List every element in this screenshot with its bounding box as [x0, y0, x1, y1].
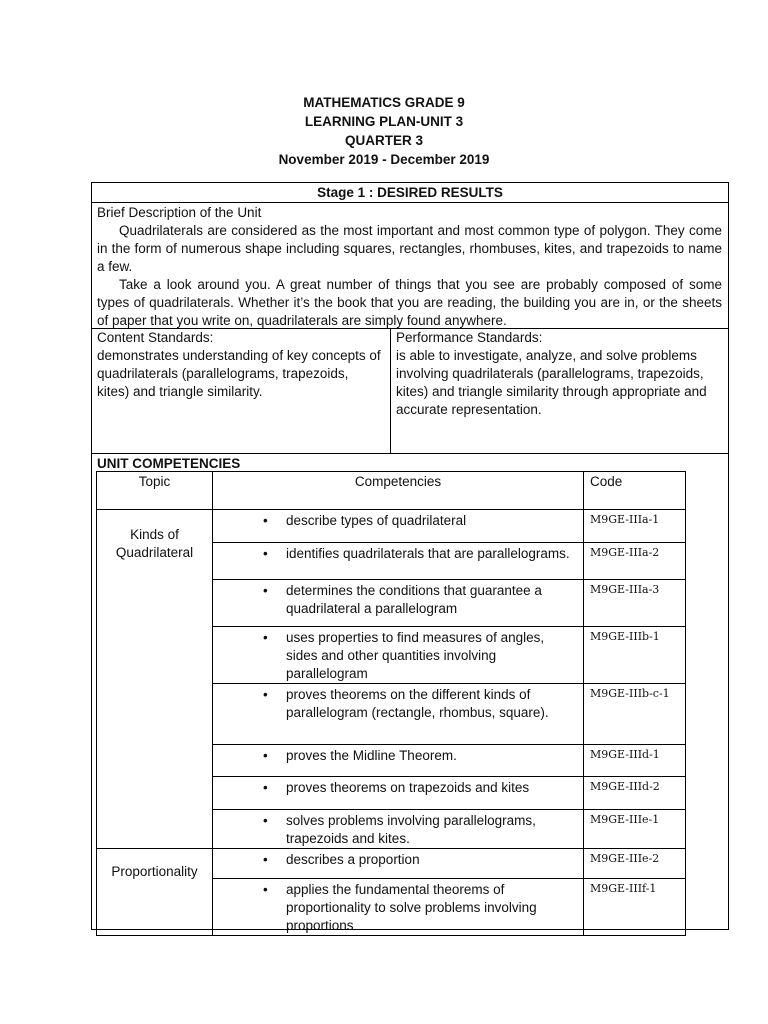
bullet: •: [263, 882, 268, 897]
competency-code: M9GE-IIIa-1: [584, 510, 686, 543]
topic-header: Topic: [97, 472, 213, 510]
competency-cell: [213, 510, 584, 543]
competency-cell: [213, 810, 584, 849]
brief-paragraph-2: Take a look around you. A great number of things that you see are probably composed of some types of quadrilaterals. Whether it’s the book that you are reading, the building you are in, or the sheets of paper that you write on, quadrilaterals are simply found anywhere.: [97, 277, 722, 328]
competency-code: M9GE-IIIa-2: [584, 543, 686, 580]
bullet: •: [263, 813, 268, 828]
topic-kinds-of-quadrilateral: Kinds of Quadrilateral: [97, 510, 213, 849]
standards-row: [92, 329, 728, 454]
competency-text: describe types of quadrilateral: [286, 513, 467, 528]
header-subject: MATHEMATICS GRADE 9: [303, 95, 465, 110]
competency-text: proves theorems on trapezoids and kites: [286, 780, 530, 795]
competencies-header: Competencies: [213, 472, 584, 510]
competency-text: solves problems involving parallelograms, trapezoids and kites.: [286, 813, 536, 846]
table-header-row: [97, 472, 686, 510]
competency-cell: [213, 580, 584, 627]
competency-code: M9GE-IIIf-1: [584, 879, 686, 936]
code-header: Code: [584, 472, 686, 510]
competency-code: M9GE-IIIe-1: [584, 810, 686, 849]
competency-code: M9GE-IIId-1: [584, 745, 686, 777]
content-standards-label: Content Standards:: [97, 330, 214, 345]
stage-title: Stage 1 : DESIRED RESULTS: [92, 183, 728, 203]
competency-cell: [213, 684, 584, 745]
content-standards-text: demonstrates understanding of key concepts of quadrilaterals (parallelograms, trapezoids, kites) and triangle similarity.: [97, 348, 381, 399]
performance-standards: [391, 329, 728, 453]
competency-text: identifies quadrilaterals that are parallelograms.: [286, 546, 570, 561]
header-unit: LEARNING PLAN-UNIT 3: [304, 114, 464, 129]
competency-text: proves the Midline Theorem.: [286, 748, 457, 763]
competency-cell: [213, 777, 584, 810]
competency-text: proves theorems on the different kinds of parallelogram (rectangle, rhombus, square).: [286, 687, 549, 720]
document-header: [0, 93, 768, 169]
bullet: •: [263, 748, 268, 763]
competency-text: uses properties to find measures of angles, sides and other quantities involving parallelogram: [286, 630, 545, 681]
table-row: [97, 849, 686, 879]
bullet: •: [263, 780, 268, 795]
competency-code: M9GE-IIId-2: [584, 777, 686, 810]
bullet: •: [263, 687, 268, 702]
header-quarter: QUARTER 3: [344, 133, 423, 148]
bullet: •: [263, 630, 268, 645]
learning-plan-table: [91, 182, 729, 933]
bullet: •: [263, 546, 268, 561]
competency-code: M9GE-IIIb-c-1: [584, 684, 686, 745]
performance-standards-text: is able to investigate, analyze, and solve problems involving quadrilaterals (parallelograms, trapezoids, kites) and triangle similarity through appropriate and accurate representation.: [396, 348, 707, 417]
competency-cell: [213, 849, 584, 879]
content-standards: [92, 329, 391, 453]
competency-cell: [213, 543, 584, 580]
unit-competencies-title: UNIT COMPETENCIES: [97, 456, 241, 471]
competency-cell: [213, 879, 584, 936]
brief-paragraph-1: Quadrilaterals are considered as the most important and most common type of polygon. They come in the form of numerous shape including squares, rectangles, rhombuses, kites, and trapezoids to name a few.: [97, 223, 722, 274]
competency-code: M9GE-IIIe-2: [584, 849, 686, 879]
competency-code: M9GE-IIIa-3: [584, 580, 686, 627]
brief-description: [92, 203, 728, 329]
competency-code: M9GE-IIIb-1: [584, 627, 686, 684]
performance-standards-label: Performance Standards:: [396, 330, 543, 345]
header-dates: November 2019 - December 2019: [278, 152, 490, 167]
table-row: [97, 510, 686, 543]
competency-cell: [213, 627, 584, 684]
competencies-table: [96, 471, 686, 936]
topic-proportionality: Proportionality: [97, 849, 213, 936]
competency-text: determines the conditions that guarantee a quadrilateral a parallelogram: [286, 583, 542, 616]
competency-text: describes a proportion: [286, 852, 420, 867]
competency-cell: [213, 745, 584, 777]
bullet: •: [263, 513, 268, 528]
competency-text: applies the fundamental theorems of proportionality to solve problems involving proportions: [286, 882, 537, 933]
bullet: •: [263, 583, 268, 598]
bullet: •: [263, 852, 268, 867]
brief-label: Brief Description of the Unit: [97, 205, 262, 220]
